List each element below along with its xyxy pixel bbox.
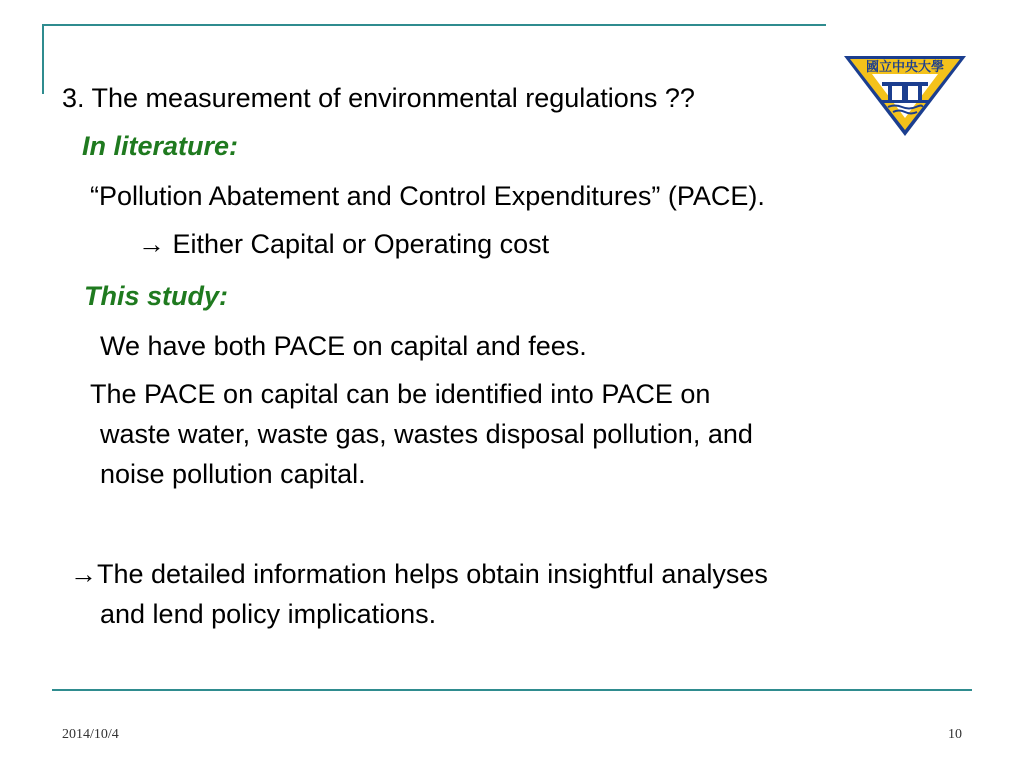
- left-rule: [42, 24, 44, 94]
- bottom-rule: [52, 689, 972, 691]
- university-logo: [842, 54, 968, 138]
- study-line-2c: noise pollution capital.: [100, 459, 366, 489]
- study-line-2b: waste water, waste gas, wastes disposal pollution, and: [100, 419, 753, 449]
- literature-subpoint: → Either Capital or Operating cost: [138, 229, 550, 259]
- study-line-1: We have both PACE on capital and fees.: [100, 331, 587, 361]
- conclusion-line-1: →The detailed information helps obtain insightful analyses: [70, 559, 768, 589]
- conclusion-line-2: and lend policy implications.: [100, 599, 437, 629]
- page-number: 10: [948, 727, 962, 742]
- literature-line: “Pollution Abatement and Control Expenditures” (PACE).: [90, 181, 765, 211]
- study-line-2a: The PACE on capital can be identified into PACE on: [90, 379, 711, 409]
- study-label: This study:: [84, 281, 229, 311]
- literature-label: In literature:: [82, 131, 239, 161]
- slide-heading: 3. The measurement of environmental regulations ??: [62, 83, 695, 113]
- footer-date: 2014/10/4: [62, 727, 119, 742]
- svg-text:國立中央大學: 國立中央大學: [865, 60, 945, 75]
- top-rule: [42, 24, 826, 26]
